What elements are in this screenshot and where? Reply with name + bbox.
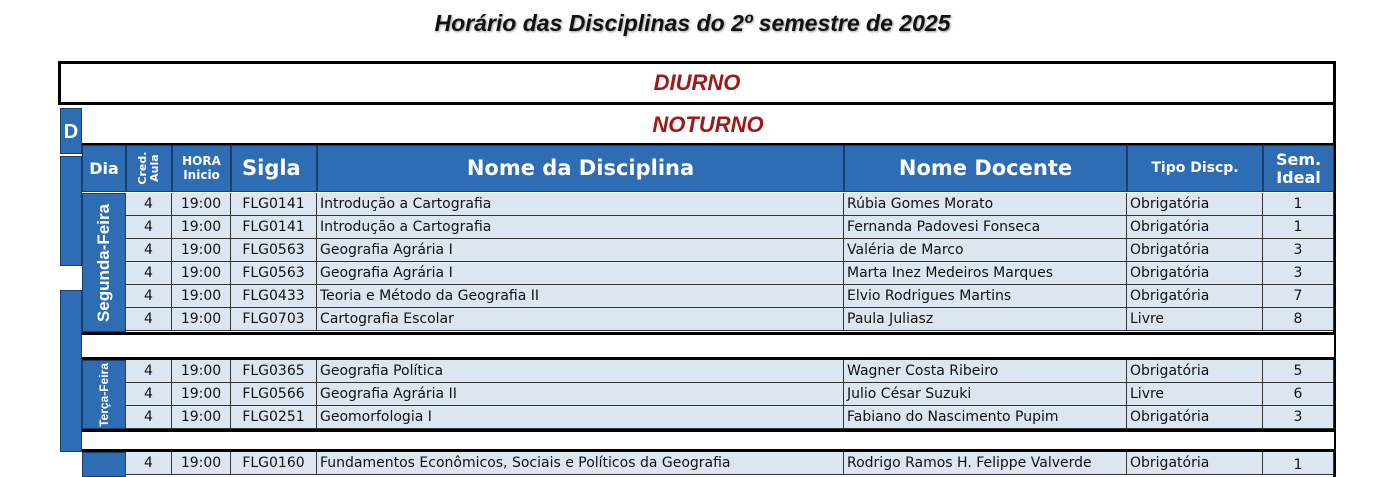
col-header-docente xyxy=(844,145,1127,192)
table-row xyxy=(82,383,1334,406)
section-diurno-title: DIURNO xyxy=(653,70,741,95)
docente-cell: Rodrigo Ramos H. Felippe Valverde xyxy=(844,452,1127,475)
tipo-cell: Obrigatória xyxy=(1127,216,1263,239)
hora-cell: 19:00 xyxy=(172,239,231,262)
cred-cell: 4 xyxy=(126,262,172,285)
col-header-dia xyxy=(82,145,126,192)
nome-cell: Geografia Agrária I xyxy=(317,239,844,262)
docente-cell: Wagner Costa Ribeiro xyxy=(844,360,1127,383)
cred-cell: 4 xyxy=(126,383,172,406)
sigla-cell: FLG0365 xyxy=(231,360,317,383)
sigla-cell: FLG0251 xyxy=(231,406,317,429)
sem-cell: 3 xyxy=(1263,262,1334,285)
cred-cell: 4 xyxy=(126,239,172,262)
cred-cell: 4 xyxy=(126,406,172,429)
tipo-cell: Livre xyxy=(1127,308,1263,331)
table-row xyxy=(82,216,1334,239)
nome-cell: Introdução a Cartografia xyxy=(317,216,844,239)
tipo-cell: Obrigatória xyxy=(1127,360,1263,383)
hora-cell: 19:00 xyxy=(172,216,231,239)
docente-cell: Fabiano do Nascimento Pupim xyxy=(844,406,1127,429)
cred-cell: 4 xyxy=(126,360,172,383)
nome-cell: Cartografia Escolar xyxy=(317,308,844,331)
table-row xyxy=(82,406,1334,429)
hora-cell: 19:00 xyxy=(172,262,231,285)
hora-cell: 19:00 xyxy=(172,285,231,308)
sem-cell: 6 xyxy=(1263,383,1334,406)
tipo-cell: Obrigatória xyxy=(1127,452,1263,475)
tipo-cell: Obrigatória xyxy=(1127,193,1263,216)
sem-cell: 1 xyxy=(1263,452,1334,475)
background-header-cell xyxy=(60,108,82,154)
header-label: Nome da Disciplina xyxy=(466,155,695,180)
page-title: Horário das Disciplinas do 2º semestre de 2025 xyxy=(434,10,951,36)
sem-cell: 3 xyxy=(1263,239,1334,262)
table-row xyxy=(82,193,1334,216)
tipo-cell: Obrigatória xyxy=(1127,285,1263,308)
background-day-block xyxy=(60,290,82,452)
section-noturno-title: NOTURNO xyxy=(82,105,1334,145)
hora-cell: 19:00 xyxy=(172,452,231,475)
header-label: HORA xyxy=(182,154,221,169)
nome-cell: Introdução a Cartografia xyxy=(317,193,844,216)
cred-cell: 4 xyxy=(126,285,172,308)
sem-cell: 5 xyxy=(1263,360,1334,383)
day-text: Terça-Feira xyxy=(97,362,111,427)
table-row xyxy=(82,239,1334,262)
sigla-cell: FLG0563 xyxy=(231,262,317,285)
nome-cell: Fundamentos Econômicos, Sociais e Políticos da Geografia xyxy=(317,452,844,475)
cred-cell: 4 xyxy=(126,216,172,239)
col-header-sem xyxy=(1263,145,1334,192)
header-label: Tipo Discp. xyxy=(1151,159,1239,176)
col-header-sigla xyxy=(231,145,317,192)
sigla-cell: FLG0160 xyxy=(231,452,317,475)
cred-cell: 4 xyxy=(126,452,172,475)
sigla-cell: FLG0703 xyxy=(231,308,317,331)
cred-cell: 4 xyxy=(126,193,172,216)
cred-cell: 4 xyxy=(126,308,172,331)
docente-cell: Marta Inez Medeiros Marques xyxy=(844,262,1127,285)
col-header-cred xyxy=(126,145,172,192)
sigla-cell: FLG0566 xyxy=(231,383,317,406)
hora-cell: 19:00 xyxy=(172,406,231,429)
day-separator xyxy=(82,429,1334,452)
docente-cell: Paula Juliasz xyxy=(844,308,1127,331)
sem-cell: 1 xyxy=(1263,216,1334,239)
nome-cell: Geografia Agrária I xyxy=(317,262,844,285)
header-label: Cred. Aula xyxy=(135,152,161,186)
sigla-cell: FLG0433 xyxy=(231,285,317,308)
sem-cell: 7 xyxy=(1263,285,1334,308)
header-label: Nome Docente xyxy=(898,155,1073,180)
table-row xyxy=(82,452,1334,477)
table-row xyxy=(82,285,1334,308)
sigla-cell: FLG0563 xyxy=(231,239,317,262)
tipo-cell: Obrigatória xyxy=(1127,406,1263,429)
docente-cell: Fernanda Padovesi Fonseca xyxy=(844,216,1127,239)
sigla-cell: FLG0141 xyxy=(231,216,317,239)
docente-cell: Rúbia Gomes Morato xyxy=(844,193,1127,216)
docente-cell: Elvio Rodrigues Martins xyxy=(844,285,1127,308)
day-separator xyxy=(82,332,1334,360)
docente-cell: Julio César Suzuki xyxy=(844,383,1127,406)
header-label: Ideal xyxy=(1276,167,1321,187)
table-row xyxy=(82,308,1334,331)
sem-cell: 3 xyxy=(1263,406,1334,429)
header-label: Inicio xyxy=(183,167,220,182)
col-header-nome xyxy=(317,145,844,192)
nome-cell: Teoria e Método da Geografia II xyxy=(317,285,844,308)
tipo-cell: Livre xyxy=(1127,383,1263,406)
header-label: Sem. xyxy=(1275,149,1322,169)
tipo-cell: Obrigatória xyxy=(1127,239,1263,262)
hora-cell: 19:00 xyxy=(172,308,231,331)
hora-cell: 19:00 xyxy=(172,360,231,383)
hora-cell: 19:00 xyxy=(172,383,231,406)
sigla-cell: FLG0141 xyxy=(231,193,317,216)
table-row xyxy=(82,262,1334,285)
table-row xyxy=(82,360,1334,383)
nome-cell: Geografia Política xyxy=(317,360,844,383)
header-label: Sigla xyxy=(242,155,301,180)
nome-cell: Geografia Agrária II xyxy=(317,383,844,406)
background-day-block xyxy=(60,156,82,266)
sem-cell: 8 xyxy=(1263,308,1334,331)
docente-cell: Valéria de Marco xyxy=(844,239,1127,262)
header-label: Dia xyxy=(89,158,119,178)
background-letter: D xyxy=(63,121,79,143)
hora-cell: 19:00 xyxy=(172,193,231,216)
col-header-tipo xyxy=(1127,145,1263,192)
col-header-hora xyxy=(172,145,231,192)
sem-cell: 1 xyxy=(1263,193,1334,216)
day-text: Segunda-Feira xyxy=(94,203,113,322)
nome-cell: Geomorfologia I xyxy=(317,406,844,429)
tipo-cell: Obrigatória xyxy=(1127,262,1263,285)
